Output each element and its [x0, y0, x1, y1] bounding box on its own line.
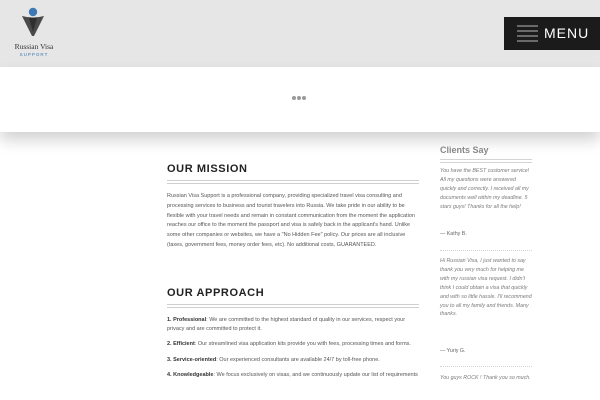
approach-section	[167, 284, 419, 386]
approach-item: 3. Service-oriented: Our experienced consultants are available 24/7 by toll-free phone.	[167, 356, 380, 363]
mission-title: OUR MISSION	[167, 160, 419, 181]
testimonial-author: — Yuriy G.	[440, 348, 466, 354]
site-logo[interactable]	[6, 7, 58, 59]
testimonial-author: — Kathy B.	[440, 231, 467, 237]
loading-dots-icon	[292, 96, 308, 102]
logo-figure-icon	[20, 7, 46, 37]
testimonial-divider	[440, 250, 532, 251]
testimonial-divider	[440, 366, 532, 367]
loading-banner	[0, 67, 600, 132]
approach-item: 2. Efficient: Our streamlined visa application kits provide you with fees, processing times and forms.	[167, 341, 411, 348]
sidebar-title: Clients Say	[440, 145, 532, 160]
mission-section	[167, 160, 419, 251]
approach-item: 4. Knowledgeable: We focus exclusively on visas, and we continuously update our list of requirements	[167, 371, 418, 378]
site-header	[0, 0, 600, 67]
testimonials-sidebar	[440, 145, 532, 381]
testimonial-text: You have the BEST customer service! All my questions were answered quickly and correctly. I received all my documents well within my deadline. 5 stars guys! Thanks for all the help!	[440, 168, 530, 210]
testimonial-text: You guys ROCK ! Thank you so much.	[440, 375, 531, 381]
approach-title: OUR APPROACH	[167, 284, 419, 305]
logo-tagline: SUPPORT	[19, 52, 49, 57]
menu-button[interactable]	[504, 17, 600, 50]
testimonial-text: Hi Russian Visa, I just wanted to say thank you very much for helping me with my russian visa request. I didn't think I could obtain a visa that quickly and with so little hassle. I'll recommend you to all my family and friends. Many thanks.	[440, 258, 532, 318]
menu-label: MENU	[544, 25, 590, 41]
approach-item: 1. Professional: We are committed to the highest standard of quality in our services, respect your privacy and are committed to protect it.	[167, 317, 406, 333]
hamburger-icon	[517, 25, 538, 42]
logo-name: Russian Visa	[14, 42, 54, 51]
approach-list	[167, 316, 419, 380]
mission-text: Russian Visa Support is a professional company, providing specialized travel visa consulting and processing services to business and tourist travelers into Russia. We take pride in our ability to be flexible with your travel needs and remain in constant communication from the moment the application reaches our office to the moment the passport and visa is safely back in the applicant's hand. Unlike some other companies or websites, we have a "No Hidden Fee" policy. Our prices are all inclusive (taxes, government fees, money order fees, etc). No additional costs, GUARANTEED.	[167, 193, 415, 248]
